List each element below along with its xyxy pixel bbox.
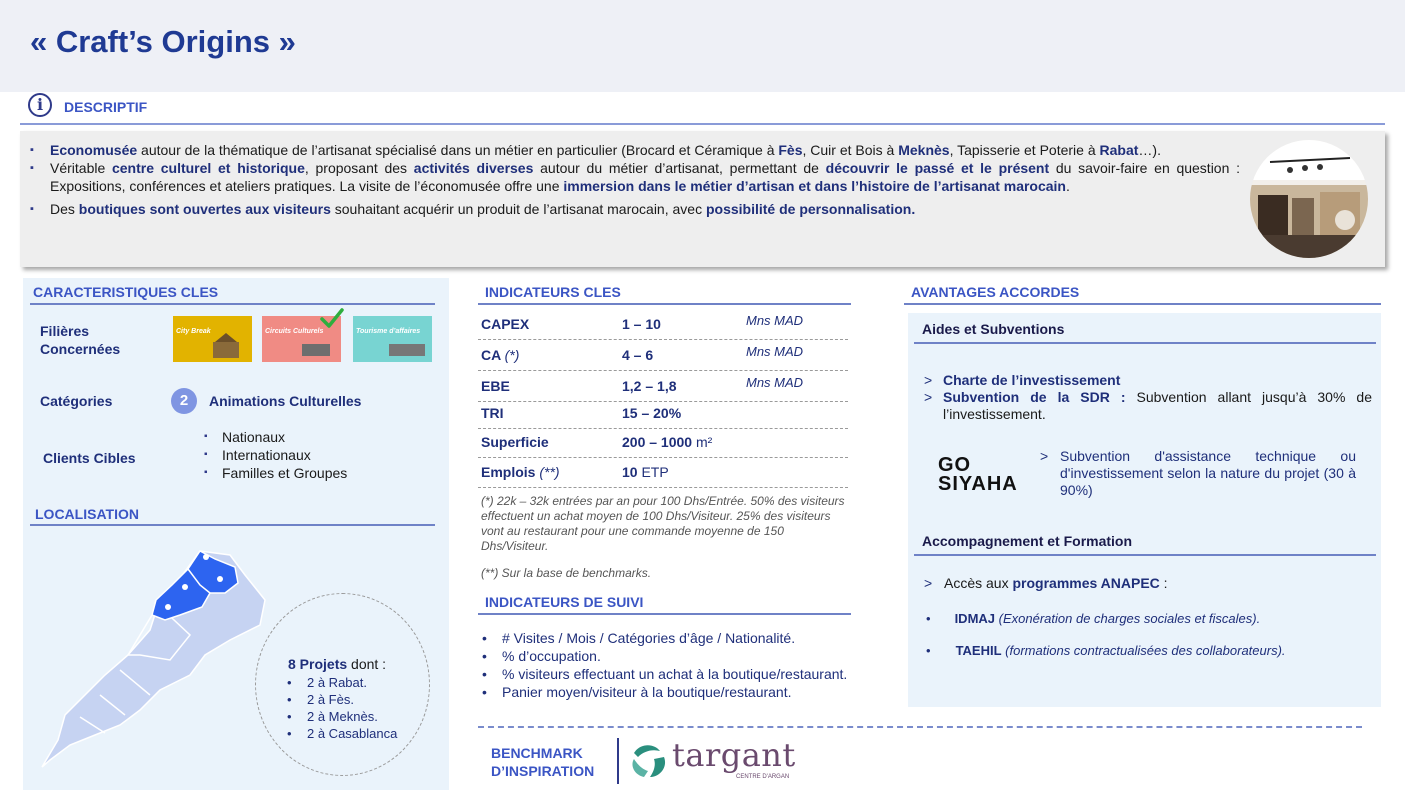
idmaj-note: (Exonération de charges sociales et fiscales). (998, 611, 1261, 626)
gosiyaha-text: Subvention d'assistance technique ou d'investissement selon la nature du projet (30 à 90%) (1060, 448, 1356, 498)
bold-run: boutiques sont ouvertes aux visiteurs (78, 201, 331, 217)
list-item: • Panier moyen/visiteur à la boutique/restaurant. (480, 683, 847, 701)
gosiyaha-item: > Subvention d'assistance technique ou d'investissement selon la nature du projet (30 à 90%) (1040, 448, 1356, 498)
avantages-rule (904, 303, 1381, 305)
suivi-list (480, 629, 847, 701)
list-item: ▪ Familles et Groupes (200, 464, 347, 482)
avantages-heading: AVANTAGES ACCORDES (911, 284, 1080, 300)
text-run: souhaitant acquérir un produit de l’artisanat marocain, avec (330, 201, 706, 217)
indicateur-value-text: 15 – 20% (622, 405, 682, 421)
idmaj-label: IDMAJ (954, 611, 996, 626)
indicateur-key-text: EBE (481, 378, 510, 394)
indicateurs-heading: INDICATEURS CLES (485, 284, 621, 300)
projects-summary (288, 656, 386, 672)
sdr-item: > Subvention de la SDR : Subvention allant jusqu’à 30% de l’investissement. (924, 389, 1372, 422)
localisation-heading: LOCALISATION (35, 506, 139, 522)
filieres-label: Filières Concernées (40, 323, 121, 357)
filiere-tourisme-affaires-thumb (353, 316, 432, 362)
descriptif-bullet (30, 200, 1240, 218)
indicateur-value (622, 347, 653, 363)
page-title: « Craft’s Origins » (30, 24, 296, 59)
indicateur-row (478, 340, 848, 371)
filiere-label: Tourisme d’affaires (356, 328, 421, 335)
indicateur-row (478, 427, 848, 458)
indicateurs-rule (478, 303, 851, 305)
benchmark-separator (617, 738, 619, 784)
indicateur-key (481, 405, 504, 421)
list-item: • % visiteurs effectuant un achat à la boutique/restaurant. (480, 665, 847, 683)
bold-run: découvrir le passé et le présent (825, 160, 1050, 176)
indicateur-key-text: CA (481, 347, 501, 363)
indicateur-value-unit: m² (692, 434, 713, 450)
filiere-label: City Break (176, 328, 211, 335)
aides-rule (914, 342, 1376, 344)
taehil-note: (formations contractualisées des collaborateurs). (1005, 643, 1286, 658)
bold-run: Rabat (1099, 142, 1139, 158)
list-item: • 2 à Meknès. (285, 708, 397, 725)
list-item: • 2 à Rabat. (285, 674, 397, 691)
indicateurs-note-1: (*) 22k – 32k entrées par an pour 100 Dhs/Entrée. 50% des visiteurs effectuent un achat moyen de 100 Dhs/Visiteur. 25% des visiteurs vont au restaurant pour une commande moyenne de 150 Dhs/Visiteur. (481, 494, 845, 553)
indicateur-value (622, 378, 677, 394)
indicateur-value (622, 316, 661, 332)
list-item: ▪ Nationaux (200, 428, 347, 446)
indicateur-unit: Mns MAD (746, 375, 804, 390)
suivi-heading: INDICATEURS DE SUIVI (485, 594, 644, 610)
list-item: • % d’occupation. (480, 647, 847, 665)
bold-run: activités diverses (413, 160, 534, 176)
indicateur-row (478, 457, 848, 488)
indicateur-key (481, 434, 549, 450)
filiere-label: Circuits Culturels (265, 328, 324, 335)
indicateur-value-text: 10 (622, 464, 638, 480)
anapec-bold: programmes ANAPEC (1012, 575, 1160, 591)
text-run: Véritable (50, 160, 112, 176)
indicateur-key-text: Superficie (481, 434, 549, 450)
indicateur-key (481, 378, 510, 394)
categorie-value: Animations Culturelles (209, 393, 362, 409)
gosiyaha-logo (938, 456, 1018, 494)
accomp-heading: Accompagnement et Formation (922, 533, 1133, 549)
descriptif-list (30, 141, 1240, 218)
accomp-rule (914, 554, 1376, 556)
anapec-suffix: : (1159, 575, 1168, 591)
indicateur-key (481, 347, 519, 363)
text-run: Des (50, 201, 79, 217)
taehil-item: • TAEHIL (formations contractualisées des collaborateurs). (926, 643, 1286, 658)
bold-run: Economusée (50, 142, 138, 158)
categories-label: Catégories (40, 393, 113, 409)
caracteristiques-heading: CARACTERISTIQUES CLES (33, 284, 219, 300)
sdr-label: Subvention de la SDR : (943, 389, 1126, 405)
morocco-map (40, 545, 270, 775)
list-item: • 2 à Casablanca (285, 725, 397, 742)
taehil-label: TAEHIL (955, 643, 1002, 658)
filiere-city-break-thumb (173, 316, 252, 362)
projects-suffix: dont : (347, 656, 387, 672)
indicateur-unit: Mns MAD (746, 313, 804, 328)
indicateur-row (478, 309, 848, 340)
localisation-rule (30, 524, 435, 526)
projects-list (285, 674, 397, 742)
categorie-number-badge: 2 (171, 388, 197, 414)
aides-heading: Aides et Subventions (922, 321, 1065, 337)
text-run: autour de la thématique de l’artisanat spécialisé dans un métier en particulier (Brocard et Céramique à (137, 142, 779, 158)
charte-text: Charte de l’investissement (943, 372, 1121, 388)
sdr-text: Subvention allant jusqu’à 30% de l’investissement. (943, 389, 1372, 422)
descriptif-rule (20, 123, 1385, 125)
anapec-prefix: Accès aux (944, 575, 1013, 591)
idmaj-item: • IDMAJ (Exonération de charges sociales et fiscales). (926, 611, 1261, 626)
indicateur-key (481, 316, 529, 332)
header-band (0, 0, 1405, 92)
bold-run: possibilité de personnalisation. (705, 201, 916, 217)
indicateur-value-text: 4 – 6 (622, 347, 654, 363)
bold-run: centre culturel et historique (111, 160, 305, 176)
descriptif-heading: DESCRIPTIF (64, 99, 148, 115)
bold-run: Meknès (898, 142, 950, 158)
charte-item: > Charte de l’investissement (924, 372, 1121, 388)
museum-photo (1250, 140, 1368, 258)
descriptif-box (20, 131, 1385, 267)
clients-label: Clients Cibles (43, 450, 136, 466)
caracteristiques-rule (30, 303, 435, 305)
descriptif-bullet (30, 159, 1240, 195)
list-item: • # Visites / Mois / Catégories d’âge / Nationalité. (480, 629, 847, 647)
clients-list (200, 428, 347, 482)
indicateur-key-text: TRI (481, 405, 504, 421)
benchmark-label: BENCHMARK D’INSPIRATION (491, 745, 595, 779)
list-item: ▪ Internationaux (200, 446, 347, 464)
text-run: autour du métier d’artisanat, permettant de (533, 160, 826, 176)
indicateur-value (622, 405, 681, 421)
text-run: , proposant des (304, 160, 414, 176)
indicateur-unit: Mns MAD (746, 344, 804, 359)
bold-run: Fès (778, 142, 803, 158)
indicateur-value-unit: ETP (637, 464, 669, 480)
gosiyaha-logo-line: GO (938, 454, 972, 476)
check-icon (320, 307, 344, 334)
indicateur-key-text: Emplois (481, 464, 536, 480)
text-run: , Cuir et Bois à (802, 142, 899, 158)
indicateur-value-text: 1,2 – 1,8 (622, 378, 677, 394)
suivi-rule (478, 613, 851, 615)
indicateur-key-note: (**) (539, 464, 560, 480)
indicateur-value-text: 1 – 10 (622, 316, 661, 332)
anapec-item: > Accès aux programmes ANAPEC : (924, 575, 1168, 591)
benchmark-divider (478, 726, 1362, 728)
descriptif-bullet (30, 141, 1240, 159)
indicateur-row (478, 398, 848, 429)
bold-run: immersion dans le métier d’artisan et dans l’histoire de l’artisanat marocain (563, 178, 1066, 194)
text-run: . (1066, 178, 1070, 194)
indicateur-key-text: CAPEX (481, 316, 530, 332)
indicateurs-note-2: (**) Sur la base de benchmarks. (481, 566, 652, 580)
text-run: …). (1138, 142, 1161, 158)
projects-count: 8 Projets (288, 656, 348, 672)
targant-logo-icon (630, 741, 668, 784)
indicateur-key-note: (*) (504, 347, 520, 363)
text-run: , Tapisserie et Poterie à (949, 142, 1100, 158)
gosiyaha-logo-line: SIYAHA (938, 473, 1018, 495)
text-run: du savoir-faire en question : Expositions, conférences et ateliers pratiques. La visite de l’économusée offre une (50, 160, 1241, 194)
indicateur-key (481, 464, 560, 480)
info-icon: i (28, 93, 52, 117)
indicateur-value (622, 434, 712, 450)
targant-logo-sub: CENTRE D'ARGAN (736, 774, 790, 780)
list-item: • 2 à Fès. (285, 691, 397, 708)
targant-logo-text: targant (672, 736, 796, 774)
indicateur-value-text: 200 – 1000 (622, 434, 693, 450)
indicateur-value (622, 464, 669, 480)
